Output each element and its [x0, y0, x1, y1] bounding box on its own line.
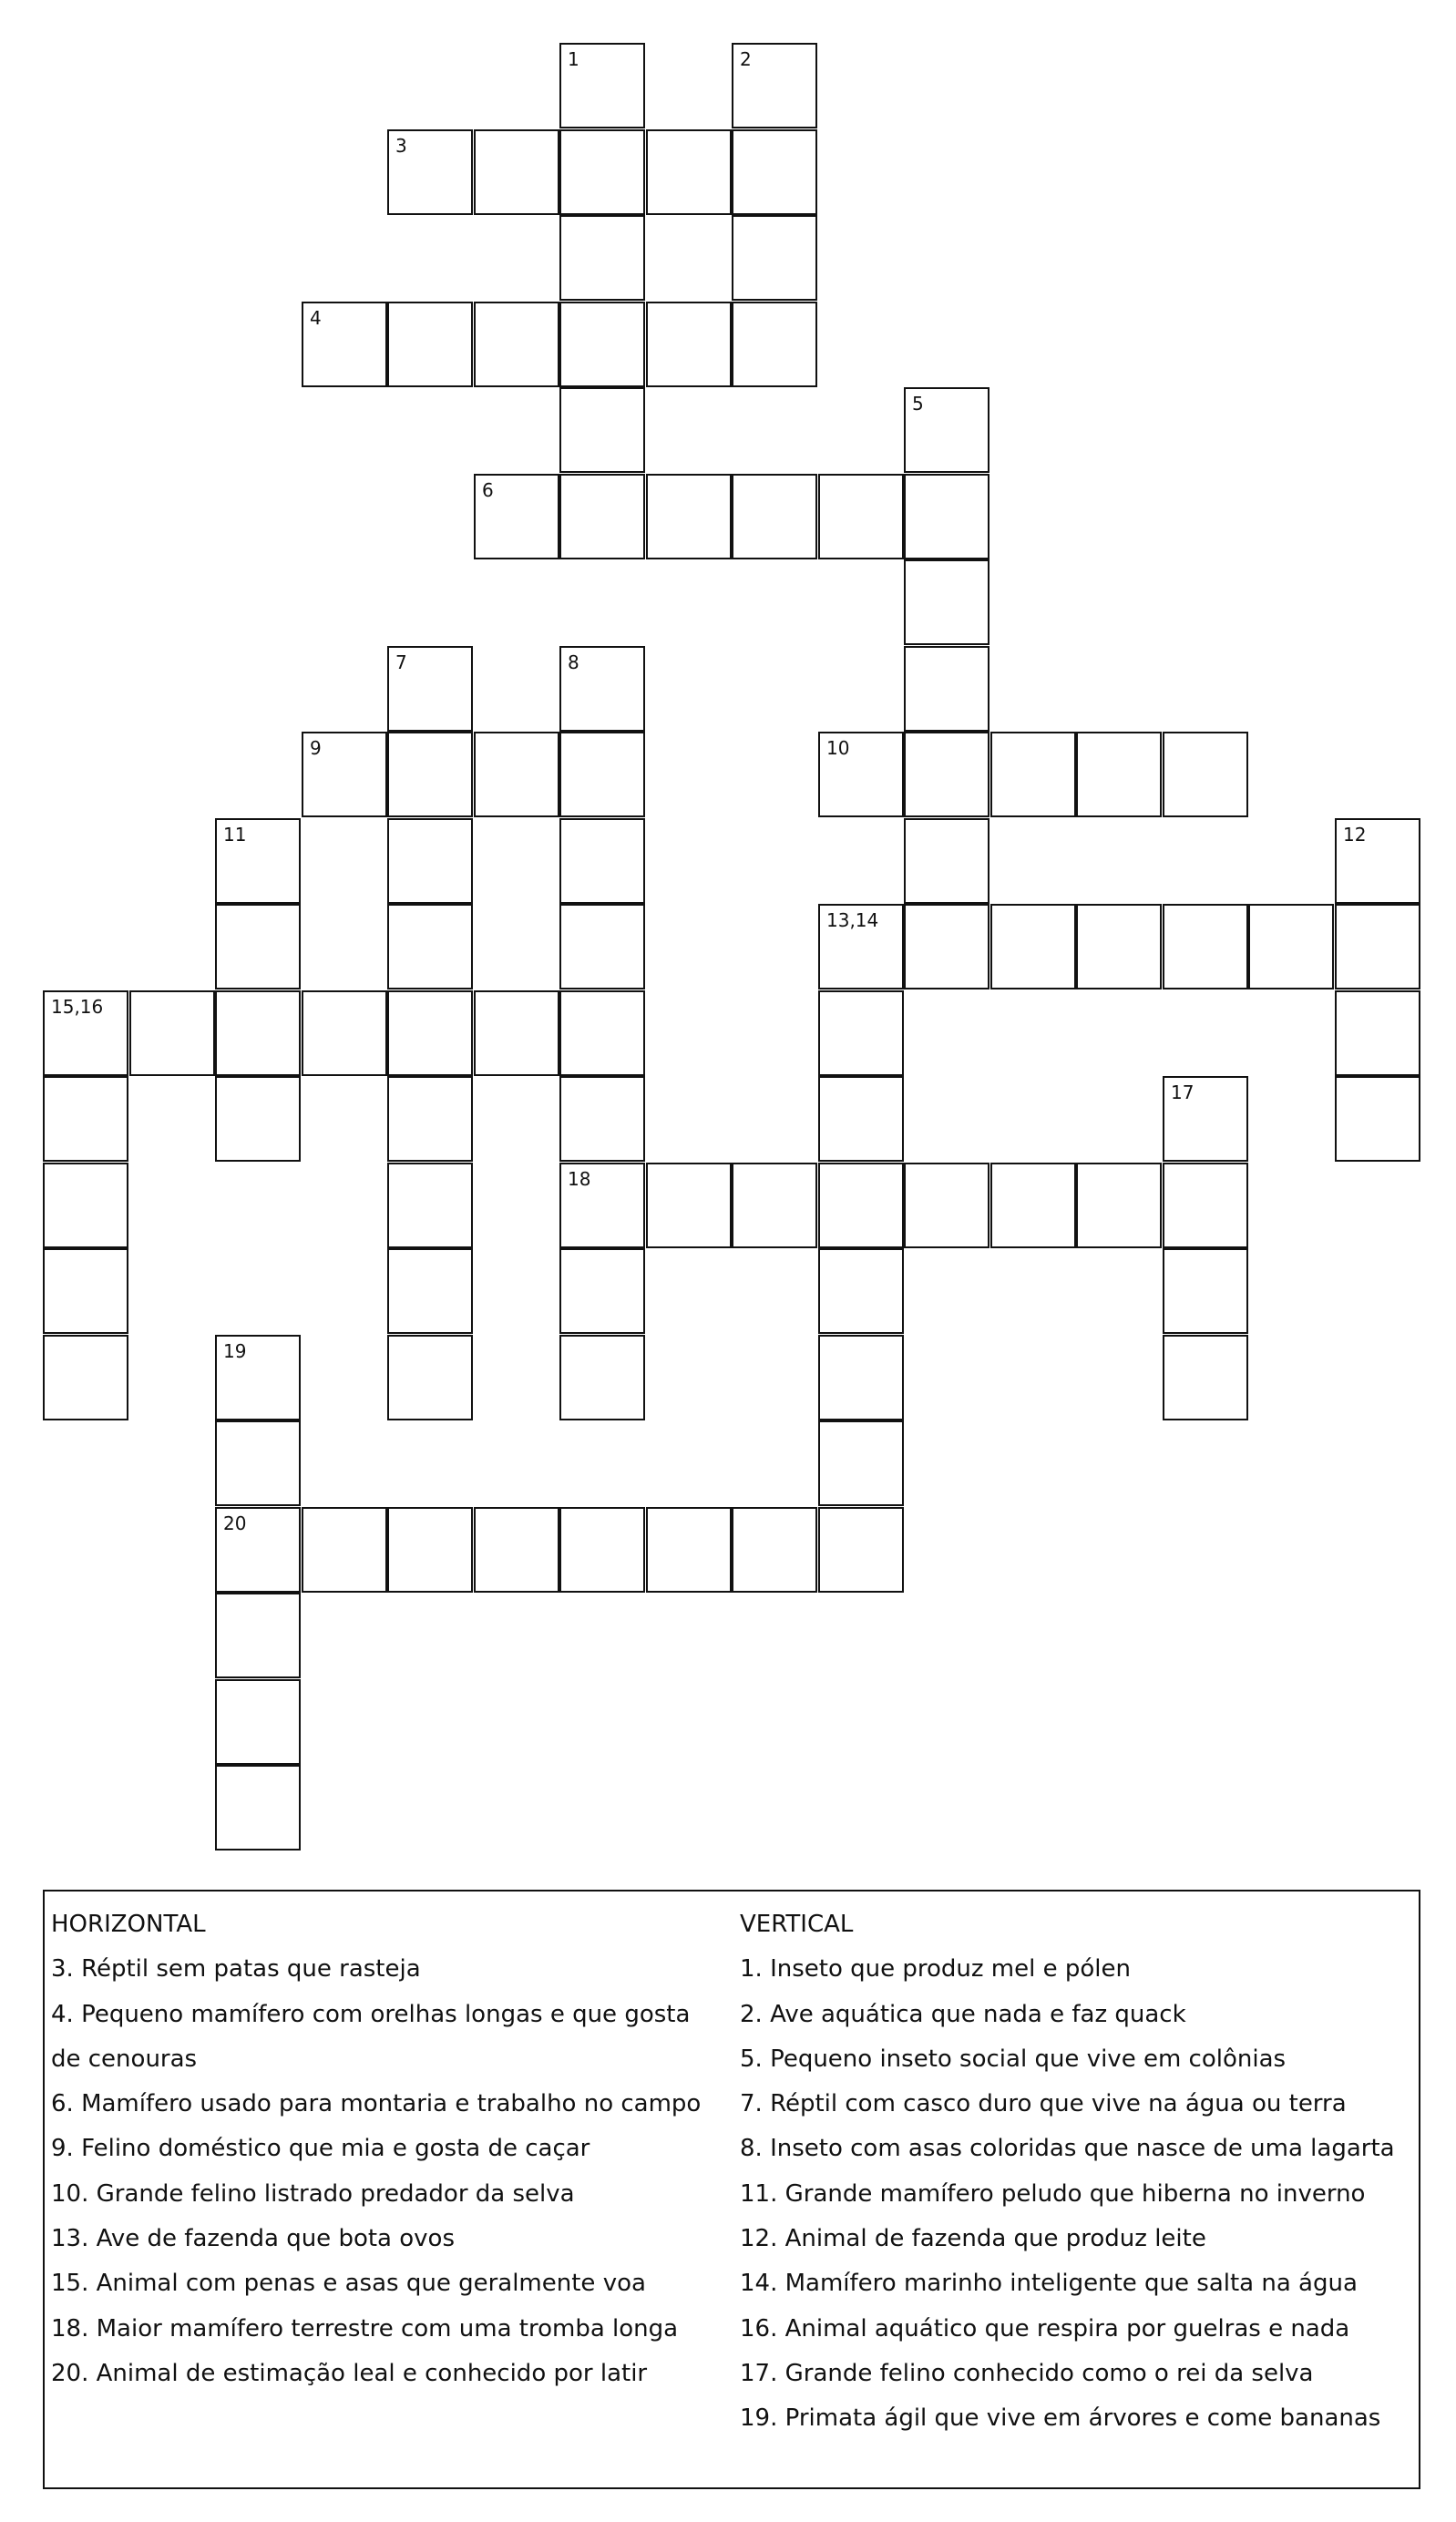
- clue-v-11: 11. Grande mamífero peludo que hiberna no inverno: [740, 2179, 1366, 2208]
- grid-cell[interactable]: [474, 474, 559, 559]
- grid-cell[interactable]: [1335, 1076, 1420, 1162]
- grid-cell[interactable]: [646, 302, 732, 387]
- grid-cell[interactable]: [904, 1163, 989, 1248]
- grid-cell[interactable]: [559, 1507, 645, 1593]
- clue-number: 1: [568, 48, 579, 70]
- clue-number: 9: [310, 737, 322, 759]
- grid-cell[interactable]: [302, 302, 387, 387]
- grid-cell[interactable]: [904, 559, 989, 645]
- clue-number: 17: [1171, 1082, 1195, 1103]
- clue-number: 15,16: [51, 996, 104, 1018]
- clue-v-17: 17. Grande felino conhecido como o rei da selva: [740, 2359, 1314, 2387]
- clue-v-14: 14. Mamífero marinho inteligente que salta na água: [740, 2270, 1358, 2298]
- clue-number: 5: [912, 393, 924, 415]
- grid-cell[interactable]: [904, 818, 989, 904]
- clue-number: 6: [482, 479, 494, 501]
- grid-cell[interactable]: [904, 646, 989, 732]
- clue-number: 8: [568, 651, 579, 673]
- grid-cell[interactable]: [990, 904, 1076, 989]
- grid-cell[interactable]: [43, 1163, 128, 1248]
- grid-cell[interactable]: [43, 1335, 128, 1420]
- grid-cell[interactable]: [818, 904, 904, 989]
- clue-number: 7: [395, 651, 407, 673]
- clue-h-4: 4. Pequeno mamífero com orelhas longas e que gosta: [51, 2000, 691, 2028]
- grid-cell[interactable]: [1335, 818, 1420, 904]
- grid-cell[interactable]: [1335, 990, 1420, 1076]
- grid-cell[interactable]: [559, 1335, 645, 1420]
- grid-cell[interactable]: [818, 474, 904, 559]
- grid-cell[interactable]: [1076, 1163, 1162, 1248]
- grid-cell[interactable]: [904, 732, 989, 817]
- grid-cell[interactable]: [559, 990, 645, 1076]
- grid-cell[interactable]: [1163, 904, 1248, 989]
- clues-box: [43, 1890, 1420, 2489]
- grid-cell[interactable]: [732, 1163, 817, 1248]
- clue-number: 3: [395, 135, 407, 157]
- grid-cell[interactable]: [646, 474, 732, 559]
- clue-h-15: 15. Animal com penas e asas que geralmente voa: [51, 2270, 646, 2298]
- grid-cell[interactable]: [990, 1163, 1076, 1248]
- clue-number: 2: [740, 48, 752, 70]
- clue-h-10: 10. Grande felino listrado predador da selva: [51, 2179, 575, 2208]
- clue-number: 10: [826, 737, 850, 759]
- grid-cell[interactable]: [387, 1248, 473, 1334]
- grid-cell[interactable]: [904, 474, 989, 559]
- grid-cell[interactable]: [302, 990, 387, 1076]
- grid-cell[interactable]: [646, 1507, 732, 1593]
- grid-cell[interactable]: [215, 990, 301, 1076]
- grid-cell[interactable]: [387, 732, 473, 817]
- grid-cell[interactable]: [1163, 732, 1248, 817]
- grid-cell[interactable]: [559, 302, 645, 387]
- grid-cell[interactable]: [904, 387, 989, 473]
- grid-cell[interactable]: [732, 1507, 817, 1593]
- grid-cell[interactable]: [559, 1163, 645, 1248]
- grid-cell[interactable]: [387, 904, 473, 989]
- clue-h-4-continued: de cenouras: [51, 2045, 198, 2073]
- clue-v-8: 8. Inseto com asas coloridas que nasce de uma lagarta: [740, 2135, 1395, 2163]
- horizontal-heading: HORIZONTAL: [51, 1911, 206, 1938]
- grid-cell[interactable]: [474, 129, 559, 215]
- grid-cell[interactable]: [1163, 1163, 1248, 1248]
- clue-h-20: 20. Animal de estimação leal e conhecido por latir: [51, 2359, 648, 2387]
- grid-cell[interactable]: [818, 1163, 904, 1248]
- grid-cell[interactable]: [732, 474, 817, 559]
- grid-cell[interactable]: [646, 1163, 732, 1248]
- grid-cell[interactable]: [215, 1507, 301, 1593]
- grid-cell[interactable]: [990, 732, 1076, 817]
- grid-cell[interactable]: [818, 732, 904, 817]
- grid-cell[interactable]: [559, 474, 645, 559]
- clue-number: 11: [223, 824, 247, 846]
- horizontal-clues: [51, 1902, 725, 2396]
- grid-cell[interactable]: [818, 1420, 904, 1506]
- grid-cell[interactable]: [559, 818, 645, 904]
- clue-number: 4: [310, 307, 322, 329]
- grid-cell[interactable]: [474, 1507, 559, 1593]
- grid-cell[interactable]: [732, 129, 817, 215]
- grid-cell[interactable]: [215, 1076, 301, 1162]
- grid-cell[interactable]: [559, 1248, 645, 1334]
- grid-cell[interactable]: [387, 302, 473, 387]
- grid-cell[interactable]: [559, 129, 645, 215]
- clue-h-9: 9. Felino doméstico que mia e gosta de caçar: [51, 2135, 590, 2163]
- grid-cell[interactable]: [387, 1163, 473, 1248]
- grid-cell[interactable]: [215, 1765, 301, 1850]
- grid-cell[interactable]: [818, 1076, 904, 1162]
- grid-cell[interactable]: [559, 43, 645, 128]
- grid-cell[interactable]: [387, 1076, 473, 1162]
- clue-h-18: 18. Maior mamífero terrestre com uma tromba longa: [51, 2314, 679, 2343]
- grid-cell[interactable]: [474, 990, 559, 1076]
- grid-cell[interactable]: [215, 818, 301, 904]
- grid-cell[interactable]: [818, 1248, 904, 1334]
- vertical-clues: [740, 1902, 1419, 2442]
- grid-cell[interactable]: [43, 1248, 128, 1334]
- grid-cell[interactable]: [732, 215, 817, 301]
- grid-cell[interactable]: [129, 990, 215, 1076]
- grid-cell[interactable]: [302, 1507, 387, 1593]
- grid-cell[interactable]: [215, 1593, 301, 1678]
- vertical-heading: VERTICAL: [740, 1911, 854, 1938]
- grid-cell[interactable]: [1163, 1248, 1248, 1334]
- grid-cell[interactable]: [215, 1335, 301, 1420]
- grid-cell[interactable]: [215, 904, 301, 989]
- clue-number: 12: [1343, 824, 1367, 846]
- clue-v-1: 1. Inseto que produz mel e pólen: [740, 1955, 1131, 1984]
- grid-cell[interactable]: [387, 1335, 473, 1420]
- grid-cell[interactable]: [818, 1507, 904, 1593]
- grid-cell[interactable]: [818, 990, 904, 1076]
- grid-cell[interactable]: [1335, 904, 1420, 989]
- grid-cell[interactable]: [215, 1420, 301, 1506]
- clue-h-3: 3. Réptil sem patas que rasteja: [51, 1955, 421, 1984]
- grid-cell[interactable]: [215, 1679, 301, 1765]
- grid-cell[interactable]: [1076, 732, 1162, 817]
- clue-v-12: 12. Animal de fazenda que produz leite: [740, 2225, 1206, 2253]
- grid-cell[interactable]: [732, 43, 817, 128]
- grid-cell[interactable]: [559, 904, 645, 989]
- grid-cell[interactable]: [474, 302, 559, 387]
- clue-v-2: 2. Ave aquática que nada e faz quack: [740, 2000, 1186, 2028]
- grid-cell[interactable]: [387, 990, 473, 1076]
- clue-v-16: 16. Animal aquático que respira por guelras e nada: [740, 2314, 1350, 2343]
- grid-cell[interactable]: [387, 646, 473, 732]
- grid-cell[interactable]: [559, 215, 645, 301]
- grid-cell[interactable]: [818, 1335, 904, 1420]
- grid-cell[interactable]: [43, 990, 128, 1076]
- clue-number: 20: [223, 1512, 247, 1534]
- clue-number: 19: [223, 1340, 247, 1362]
- grid-cell[interactable]: [1248, 904, 1334, 989]
- grid-cell[interactable]: [1163, 1076, 1248, 1162]
- grid-cell[interactable]: [646, 129, 732, 215]
- grid-cell[interactable]: [559, 732, 645, 817]
- grid-cell[interactable]: [559, 646, 645, 732]
- clue-v-19: 19. Primata ágil que vive em árvores e come bananas: [740, 2404, 1381, 2433]
- grid-cell[interactable]: [1076, 904, 1162, 989]
- grid-cell[interactable]: [732, 302, 817, 387]
- grid-cell[interactable]: [387, 818, 473, 904]
- clue-v-5: 5. Pequeno inseto social que vive em colônias: [740, 2045, 1287, 2073]
- clue-h-6: 6. Mamífero usado para montaria e trabalho no campo: [51, 2090, 702, 2118]
- clue-number: 13,14: [826, 909, 879, 931]
- clue-number: 18: [568, 1168, 591, 1190]
- grid-cell[interactable]: [43, 1076, 128, 1162]
- clue-h-13: 13. Ave de fazenda que bota ovos: [51, 2225, 455, 2253]
- grid-cell[interactable]: [1163, 1335, 1248, 1420]
- grid-cell[interactable]: [387, 1507, 473, 1593]
- grid-cell[interactable]: [559, 387, 645, 473]
- grid-cell[interactable]: [302, 732, 387, 817]
- grid-cell[interactable]: [559, 1076, 645, 1162]
- grid-cell[interactable]: [904, 904, 989, 989]
- grid-cell[interactable]: [387, 129, 473, 215]
- grid-cell[interactable]: [474, 732, 559, 817]
- clue-v-7: 7. Réptil com casco duro que vive na água ou terra: [740, 2090, 1347, 2118]
